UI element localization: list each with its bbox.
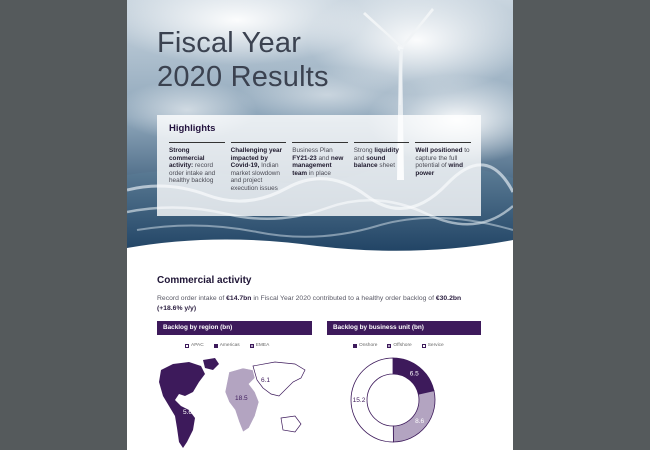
highlight-bold: FY21-23 xyxy=(292,154,317,162)
legend-swatch xyxy=(185,344,189,348)
highlight-item xyxy=(169,142,225,193)
highlight-text: Strong xyxy=(353,147,375,154)
document-page xyxy=(127,0,513,450)
intro-text: Record order intake of xyxy=(157,295,227,302)
highlight-bold: Well positioned xyxy=(415,147,463,154)
highlight-item xyxy=(292,142,348,193)
intro-paragraph xyxy=(157,294,477,314)
page-title xyxy=(157,26,329,94)
highlight-text: and xyxy=(316,154,331,162)
legend-item xyxy=(214,343,240,348)
hero-section xyxy=(127,0,513,262)
highlight-bold: Strong commercial activity: xyxy=(169,147,205,170)
highlight-text: in place xyxy=(307,169,331,177)
highlight-item xyxy=(354,142,410,193)
highlight-text: to capture the full potential of xyxy=(415,147,470,170)
legend-label: Offshore xyxy=(393,343,412,348)
highlight-text: Business Plan xyxy=(292,147,333,154)
legend-item xyxy=(250,343,270,348)
intro-bold: €14.7bn xyxy=(226,295,252,302)
highlight-bold: sound balance xyxy=(353,154,386,170)
highlight-bold: new management team xyxy=(292,154,344,177)
donut-slice-offshore xyxy=(393,391,435,442)
donut-label-service: 15.2 xyxy=(352,397,366,405)
intro-bold: €30.2bn (+18.6% y/y) xyxy=(157,295,462,312)
legend-swatch xyxy=(353,344,357,348)
legend-item xyxy=(422,343,444,348)
legend-label: EMEA xyxy=(255,343,270,348)
map-region-australia xyxy=(281,416,301,432)
highlight-text: sheet xyxy=(377,162,396,170)
legend-item xyxy=(353,343,377,348)
highlight-bold: liquidity xyxy=(374,147,399,154)
legend-label: APAC xyxy=(191,343,204,348)
highlights-box xyxy=(157,115,481,216)
legend-label: Service xyxy=(427,343,444,348)
legend-swatch xyxy=(250,344,254,348)
americas-value-label: 5.6 xyxy=(183,409,193,416)
business-unit-donut-chart xyxy=(349,352,439,450)
highlight-bold: Challenging year impacted by Covid-19, xyxy=(230,147,283,170)
donut-label-offshore: 8.6 xyxy=(415,418,425,426)
region-map-chart xyxy=(155,352,315,450)
legend-swatch xyxy=(387,344,391,348)
legend-swatch xyxy=(214,344,218,348)
title-line-1: Fiscal Year xyxy=(157,27,302,59)
legend-swatch xyxy=(422,344,426,348)
highlight-text: and xyxy=(353,154,367,162)
donut-label-onshore: 6.5 xyxy=(409,370,419,378)
highlight-item xyxy=(415,142,471,193)
legend-item xyxy=(387,343,411,348)
section-title: Commercial activity xyxy=(157,275,252,286)
emea-value-label: 18.5 xyxy=(235,395,248,402)
highlights-heading: Highlights xyxy=(169,123,216,134)
title-line-2: 2020 Results xyxy=(157,61,329,93)
highlight-bold: wind power xyxy=(415,162,463,177)
apac-value-label: 6.1 xyxy=(261,377,271,384)
highlight-text: Indian market slowdown and project execution issues xyxy=(230,162,280,192)
region-chart-legend xyxy=(185,343,269,348)
highlight-text: record order intake and healthy backlog xyxy=(169,162,216,185)
map-region-greenland xyxy=(203,358,219,370)
intro-text: in Fiscal Year 2020 contributed to a healthy order backlog of xyxy=(251,295,436,302)
region-chart-header: Backlog by region (bn) xyxy=(157,321,312,335)
legend-label: Onshore xyxy=(359,343,378,348)
unit-chart-legend xyxy=(353,343,444,348)
legend-item xyxy=(185,343,204,348)
highlight-item xyxy=(231,142,287,193)
unit-chart-header: Backlog by business unit (bn) xyxy=(327,321,481,335)
map-region-americas xyxy=(159,362,205,448)
legend-label: Americas xyxy=(219,343,240,348)
